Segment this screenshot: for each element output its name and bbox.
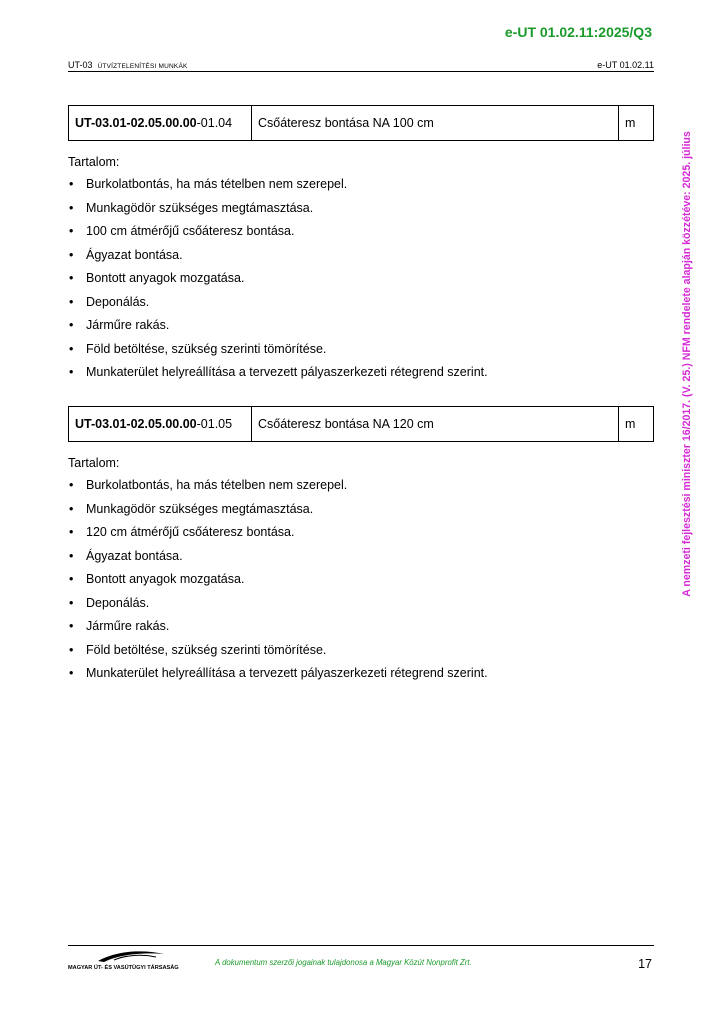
bullet-icon: • (69, 525, 74, 539)
bullet-icon: • (69, 294, 74, 309)
item-content (68, 456, 654, 689)
bullet-icon: • (69, 271, 74, 285)
list-item (68, 548, 654, 572)
list-item-text: Munkaterület helyreállítása a tervezett pályaszerkezeti rétegrend szerint. (86, 666, 488, 680)
bullet-icon: • (69, 247, 74, 262)
list-item (68, 524, 654, 548)
logo-swoosh-icon (96, 949, 166, 963)
company-logo (68, 949, 178, 971)
list-item (68, 571, 654, 595)
header-section-title: ÚTVÍZTELENÍTÉSI MUNKÁK (97, 63, 188, 70)
bullet-icon: • (69, 224, 74, 238)
list-item-text: Ágyazat bontása. (86, 247, 183, 262)
list-item-text: 100 cm átmérőjű csőáteresz bontása. (86, 224, 295, 238)
list-item (68, 247, 654, 271)
list-item-text: 120 cm átmérőjű csőáteresz bontása. (86, 525, 295, 539)
item-description-cell: Csőáteresz bontása NA 100 cm (252, 106, 619, 141)
bullet-icon: • (69, 200, 74, 215)
list-item-text: Munkagödör szükséges megtámasztása. (86, 501, 314, 516)
list-item (68, 364, 654, 388)
bullet-icon: • (69, 548, 74, 563)
bullet-icon: • (69, 478, 74, 492)
header-section-code: UT-03 (68, 60, 93, 70)
list-item (68, 294, 654, 318)
publication-note-text: A nemzeti fejlesztési miniszter 16/2017. (V. 25.) NFM rendelete alapján közzétéve: 2025. július (681, 131, 693, 597)
copyright-note: A dokumentum szerzői jogainak tulajdonosa a Magyar Közút Nonprofit Zrt. (215, 958, 472, 967)
bullet-icon: • (69, 595, 74, 610)
item-row (69, 407, 654, 442)
item-unit-cell: m (619, 407, 654, 442)
list-item (68, 341, 654, 365)
item-description-cell: Csőáteresz bontása NA 120 cm (252, 407, 619, 442)
list-item-text: Munkagödör szükséges megtámasztása. (86, 200, 314, 215)
page-header (68, 58, 654, 72)
bullet-icon: • (69, 365, 74, 379)
list-item (68, 501, 654, 525)
bullet-icon: • (69, 572, 74, 586)
header-left (68, 60, 188, 70)
list-item-text: Deponálás. (86, 595, 150, 610)
item-code-cell (69, 106, 252, 141)
list-item (68, 595, 654, 619)
item-row (69, 106, 654, 141)
item-content (68, 155, 654, 388)
item-table (68, 105, 654, 141)
item-code-bold: UT-03.01-02.05.00.00 (75, 116, 197, 130)
content-list (68, 176, 654, 388)
content-lead: Tartalom: (68, 456, 120, 470)
list-item-text: Munkaterület helyreállítása a tervezett pályaszerkezeti rétegrend szerint. (86, 365, 488, 379)
list-item-text: Föld betöltése, szükség szerinti tömörítése. (86, 642, 327, 657)
list-item (68, 223, 654, 247)
bullet-icon: • (69, 341, 74, 356)
item-code-bold: UT-03.01-02.05.00.00 (75, 417, 197, 431)
item-code-cell (69, 407, 252, 442)
list-item (68, 477, 654, 501)
list-item-text: Burkolatbontás, ha más tételben nem szerepel. (86, 177, 348, 191)
list-item-text: Föld betöltése, szükség szerinti tömörítése. (86, 341, 327, 356)
bullet-icon: • (69, 666, 74, 680)
list-item-text: Bontott anyagok mozgatása. (86, 572, 245, 586)
item-unit-cell: m (619, 106, 654, 141)
list-item-text: Ágyazat bontása. (86, 548, 183, 563)
list-item (68, 618, 654, 642)
bullet-icon: • (69, 619, 74, 633)
list-item-text: Burkolatbontás, ha más tételben nem szerepel. (86, 478, 348, 492)
list-item (68, 317, 654, 341)
list-item-text: Járműre rakás. (86, 619, 170, 633)
logo-text: MAGYAR ÚT- ÉS VASÚTÜGYI TÁRSASÁG (68, 965, 179, 971)
bullet-icon: • (69, 642, 74, 657)
item-code-suffix: -01.05 (196, 417, 233, 431)
list-item-text: Deponálás. (86, 294, 150, 309)
list-item (68, 176, 654, 200)
bullet-icon: • (69, 318, 74, 332)
item-code-suffix: -01.04 (196, 116, 233, 130)
footer-divider (68, 945, 654, 946)
list-item-text: Járműre rakás. (86, 318, 170, 332)
bullet-icon: • (69, 501, 74, 516)
content-lead: Tartalom: (68, 155, 120, 169)
publication-note (680, 100, 694, 628)
item-table (68, 406, 654, 442)
document-code: e-UT 01.02.11:2025/Q3 (504, 24, 652, 40)
page-number: 17 (638, 957, 652, 971)
list-item-text: Bontott anyagok mozgatása. (86, 271, 245, 285)
list-item (68, 665, 654, 689)
list-item (68, 200, 654, 224)
list-item (68, 642, 654, 666)
header-right-code: e-UT 01.02.11 (597, 60, 654, 70)
bullet-icon: • (69, 177, 74, 191)
list-item (68, 270, 654, 294)
content-list (68, 477, 654, 689)
